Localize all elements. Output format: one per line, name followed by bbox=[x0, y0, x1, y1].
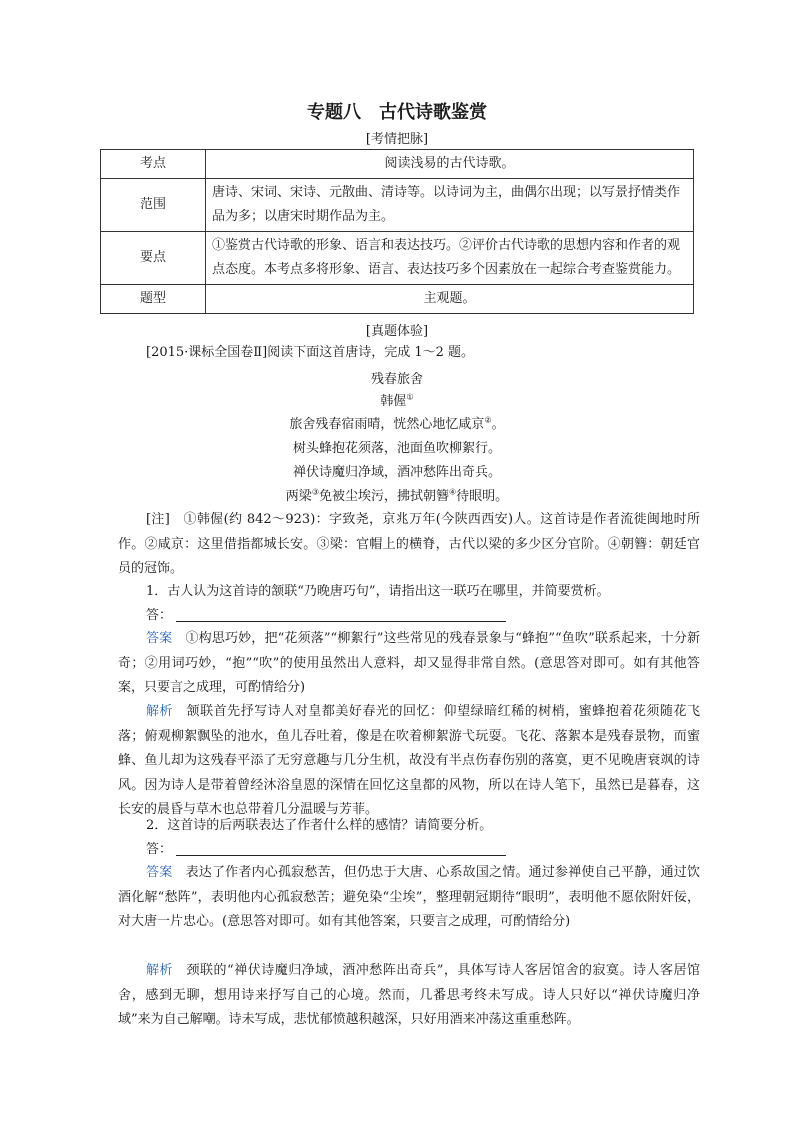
table-row bbox=[101, 285, 694, 314]
table-row bbox=[101, 150, 694, 179]
question-1: 1．古人认为这首诗的颔联“乃晚唐巧句”，请指出这一联巧在哪里，并简要赏析。 bbox=[146, 584, 610, 599]
table-cell-key: 考点 bbox=[101, 150, 206, 179]
table-cell-key: 要点 bbox=[101, 232, 206, 285]
table-row bbox=[101, 232, 694, 285]
answer-blank bbox=[176, 607, 506, 622]
answer-line-1: 答： bbox=[146, 604, 726, 628]
exam-overview-table bbox=[100, 149, 694, 314]
analysis-label: 解析 bbox=[146, 704, 174, 719]
analysis-2: 解析 颈联的“禅伏诗魔归净域，酒冲愁阵出奇兵”，具体写诗人客居馆舍的寂寞。诗人客居馆舍，感到无聊，想用诗来抒写自己的心境。然而，几番思考终未写成。诗人只好以“禅伏诗魔归净域”来为自己解嘲。诗未写成，悲忧郁愤越积越深，只好用酒来冲荡这重重愁阵。 bbox=[118, 963, 700, 1027]
table-cell-value: ①鉴赏古代诗歌的形象、语言和表达技巧。②评价古代诗歌的思想内容和作者的观点态度。本考点多将形象、语言、表达技巧多个因素放在一起综合考查鉴赏能力。 bbox=[206, 232, 694, 285]
poem-notes: [注] ①韩偓(约 842～923)：字致尧，京兆万年(今陕西西安)人。这首诗是作者流徙闽地时所作。②咸京：这里借指都城长安。③梁：官帽上的横脊，古代以梁的多少区分官阶。④朝簪：朝廷官员的冠饰。 bbox=[118, 512, 700, 576]
answer-label: 答案 bbox=[146, 631, 173, 646]
analysis-label: 解析 bbox=[146, 963, 174, 978]
table-cell-value: 阅读浅易的古代诗歌。 bbox=[206, 150, 694, 179]
section-heading-real-exam: [真题体验] bbox=[365, 324, 429, 339]
poem-title: 残春旅舍 bbox=[370, 372, 423, 387]
table-cell-key: 题型 bbox=[101, 285, 206, 314]
poem-line: 树头蜂抱花须落，池面鱼吹柳絮行。 bbox=[292, 441, 501, 456]
page-title: 专题八 古代诗歌鉴赏 bbox=[307, 102, 487, 123]
table-row bbox=[101, 179, 694, 232]
question-2: 2．这首诗的后两联表达了作者什么样的感情？请简要分析。 bbox=[146, 818, 493, 833]
poem-line: 禅伏诗魔归净域，酒冲愁阵出奇兵。 bbox=[292, 465, 501, 480]
table-cell-value: 唐诗、宋词、宋诗、元散曲、清诗等。以诗词为主，曲偶尔出现；以写景抒情类作品为多；以唐宋时期作品为主。 bbox=[206, 179, 694, 232]
analysis-1: 解析 颔联首先抒写诗人对皇都美好春光的回忆：仰望绿暗红稀的树梢，蜜蜂抱着花须随花飞落；俯观柳絮飘坠的池水，鱼儿吞吐着，像是在吹着柳絮游弋玩耍。飞花、落絮本是残春景物，而蜜蜂、鱼儿却为这残春平添了无穷意趣与几分生机，故没有半点伤春伤别的落寞，更不见晚唐衰飒的诗风。因为诗人是带着曾经沐浴皇恩的深情在回忆这皇都的风物，所以在诗人笔下，虽然已是暮春，这长安的晨昏与草木也总带着几分温暖与芳菲。 bbox=[118, 704, 700, 817]
answer-1: 答案 ①构思巧妙，把“花须落”“柳絮行”这些常见的残春景象与“蜂抱”“鱼吹”联系起来，十分新奇；②用词巧妙，“抱”“吹”的使用虽然出人意料，却又显得非常自然。(意思答对即可。如有其他答案，只要言之成理，可酌情给分) bbox=[118, 631, 700, 695]
poem-line: 两梁③免被尘埃污，拂拭朝簪④待眼明。 bbox=[285, 487, 509, 504]
section-heading-exam-overview: [考情把脉] bbox=[365, 132, 429, 147]
exam-intro: [2015·课标全国卷Ⅱ]阅读下面这首唐诗，完成 1～2 题。 bbox=[146, 345, 475, 360]
answer-line-2: 答： bbox=[146, 838, 726, 862]
table-cell-key: 范围 bbox=[101, 179, 206, 232]
answer-2: 答案 表达了作者内心孤寂愁苦，但仍忠于大唐、心系故国之情。通过参禅使自己平静，通过饮酒化解“愁阵”，表明他内心孤寂愁苦；避免染“尘埃”，整理朝冠期待“眼明”，表明他不愿依附奸佞，对大唐一片忠心。(意思答对即可。如有其他答案，只要言之成理，可酌情给分) bbox=[118, 865, 700, 929]
poem-author: 韩偓① bbox=[380, 392, 414, 409]
answer-label: 答案 bbox=[146, 865, 173, 880]
poem-line: 旅舍残春宿雨晴，恍然心地忆咸京②。 bbox=[289, 415, 505, 432]
table-cell-value: 主观题。 bbox=[206, 285, 694, 314]
answer-blank bbox=[176, 841, 506, 856]
